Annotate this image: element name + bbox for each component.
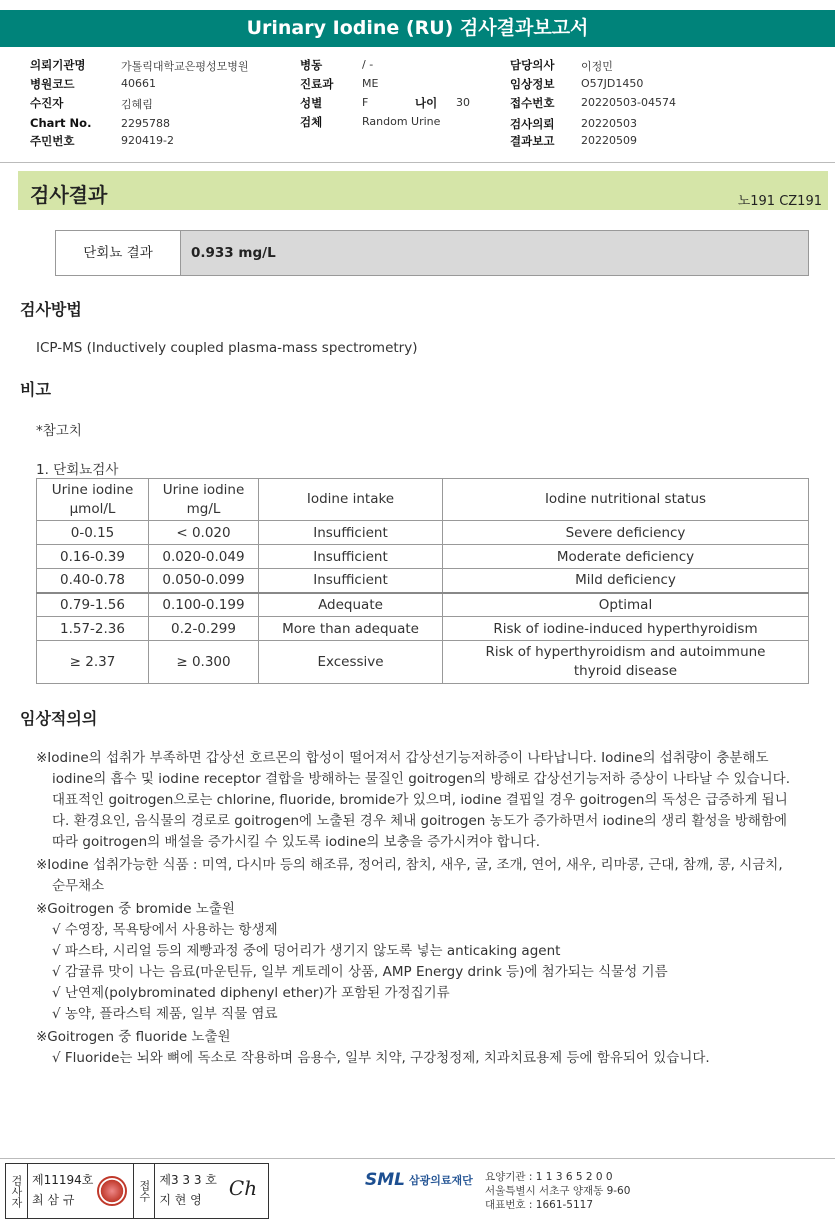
dept-label: 진료과 (300, 77, 334, 91)
table-row (37, 521, 809, 545)
lab-code: 요양기관 : 1 1 3 6 5 2 0 0 (485, 1171, 613, 1183)
cell (443, 641, 809, 684)
list-item: √ Fluoride는 뇌와 뼈에 독소로 작용하며 음용수, 일부 치약, 구강청정제, 치과치료용제 등에 함유되어 있습니다. (52, 1050, 710, 1066)
lab-street: 서울특별시 서초구 양재동 9-60 (485, 1185, 631, 1197)
cell: 0.100-0.199 (149, 593, 259, 617)
hospital-code-label: 병원코드 (30, 77, 75, 91)
col-umol-text: Urine iodine μmol/L (51, 481, 134, 517)
specimen-value: Random Urine (362, 115, 441, 128)
patient-info (0, 54, 835, 162)
institution-label: 의뢰기관명 (30, 58, 86, 72)
examiner-name: 최 삼 규 (32, 1193, 75, 1207)
cell: Insufficient (259, 521, 443, 545)
age-value: 30 (456, 96, 470, 109)
sex-value: F (362, 96, 369, 109)
list-item: √ 감귤류 맛이 나는 음료(마운틴듀, 일부 게토레이 상품, AMP Energy drink 등)에 첨가되는 식물성 기름 (52, 964, 668, 980)
report-label: 결과보고 (510, 134, 555, 148)
cell: 0.79-1.56 (37, 593, 149, 617)
cell: ≥ 0.300 (149, 641, 259, 684)
cell: Moderate deficiency (443, 545, 809, 569)
note-paragraph: ※Iodine 섭취가능한 식품 : 미역, 다시마 등의 해조류, 정어리, 참치, 새우, 굴, 조개, 연어, 새우, 리마콩, 근대, 참깨, 콩, 시금치, 순무채소 (36, 857, 783, 894)
note-paragraph: ※Goitrogen 중 bromide 노출원 (36, 901, 235, 917)
cell: 0.40-0.78 (37, 569, 149, 593)
report-value: 20220509 (581, 134, 637, 147)
cell: Adequate (259, 593, 443, 617)
clinical-label: 임상정보 (510, 77, 555, 91)
clinical-value: O57JD1450 (581, 77, 644, 90)
sml-logo (365, 1170, 473, 1190)
cell: Mild deficiency (443, 569, 809, 593)
cell: 0.2-0.299 (149, 617, 259, 641)
note-paragraph: ※Iodine의 섭취가 부족하면 갑상선 호르몬의 합성이 떨어져서 갑상선기능저하증이 나타납니다. Iodine의 섭취량이 충분해도 iodine의 흡수 및 iodine receptor 결합을 방해하는 물질인 goitrogen의 방해로 갑상선기능저하 증상이 나타날 수 있습니다. (36, 750, 791, 787)
cell: Severe deficiency (443, 521, 809, 545)
results-code: 노191 CZ191 (737, 194, 822, 209)
result-box (55, 230, 809, 276)
cell: Insufficient (259, 569, 443, 593)
results-header (18, 171, 828, 210)
examiner-license: 제11194호 (32, 1173, 94, 1187)
dept-value: ME (362, 77, 379, 90)
result-label: 단회뇨 결과 (56, 231, 181, 275)
logo-mark: SML (365, 1170, 405, 1190)
reference-table (36, 478, 809, 684)
col-mgl (149, 479, 259, 521)
resident-value: 920419-2 (121, 134, 174, 147)
cell-text: Risk of hyperthyroidism and autoimmune thyroid disease (485, 644, 766, 679)
table-caption: 1. 단회뇨검사 (36, 462, 119, 478)
cell: Risk of iodine-induced hyperthyroidism (443, 617, 809, 641)
resident-label: 주민번호 (30, 134, 75, 148)
method-heading: 검사방법 (20, 300, 82, 319)
cell: More than adequate (259, 617, 443, 641)
request-label: 검사의뢰 (510, 117, 555, 131)
ward-label: 병동 (300, 58, 323, 72)
list-item: √ 수영장, 목욕탕에서 사용하는 항생제 (52, 922, 278, 938)
list-item: √ 파스타, 시리얼 등의 제빵과정 중에 덩어리가 생기지 않도록 넣는 anticaking agent (52, 943, 561, 959)
chart-value: 2295788 (121, 117, 170, 130)
cell: ≥ 2.37 (37, 641, 149, 684)
cell: 0.020-0.049 (149, 545, 259, 569)
note-paragraph: ※Goitrogen 중 fluoride 노출원 (36, 1029, 231, 1045)
seal-stamp (97, 1176, 127, 1206)
remarks-heading: 비고 (20, 380, 51, 399)
logo-name: 삼광의료재단 (409, 1174, 473, 1187)
receipt-value: 20220503-04574 (581, 96, 676, 109)
collector-label: 수진자 (30, 96, 64, 110)
ward-value: / - (362, 58, 374, 71)
cell: Optimal (443, 593, 809, 617)
examiner-label (6, 1164, 28, 1218)
receipt-label: 접수번호 (510, 96, 555, 110)
cell: 0.16-0.39 (37, 545, 149, 569)
doctor-label: 담당의사 (510, 58, 555, 72)
reference-note: *참고치 (36, 423, 82, 439)
list-item: √ 농약, 플라스틱 제품, 일부 직물 염료 (52, 1006, 278, 1022)
sex-label: 성별 (300, 96, 323, 110)
table-row (37, 641, 809, 684)
list-item: √ 난연제(polybrominated diphenyl ether)가 포함된 가정집기류 (52, 985, 450, 1001)
cell: 0.050-0.099 (149, 569, 259, 593)
request-value: 20220503 (581, 117, 637, 130)
col-umol (37, 479, 149, 521)
receiver-label (133, 1164, 155, 1218)
report-title: Urinary Iodine (RU) 검사결과보고서 (0, 10, 835, 47)
footer-divider (0, 1158, 835, 1159)
examiner-cell (28, 1164, 97, 1218)
method-text: ICP-MS (Inductively coupled plasma-mass spectrometry) (36, 340, 418, 356)
age-label: 나이 (415, 96, 438, 110)
note-paragraph: 대표적인 goitrogen으로는 chlorine, fluoride, bromide가 있으며, iodine 결핍일 경우 goitrogen의 독성은 급증하게 됩니다. 환경요인, 음식물의 경로로 goitrogen에 노출된 경우 체내 goitrogen 농도가 증가하면서 iodine의 생리 활성을 방해함에 따라 goitrogen의 배설을 증가시킬 수 있도록 iodine의 보충을 증가시켜야 합니다. (52, 792, 788, 850)
signature-mark: Ch (228, 1176, 258, 1200)
col-intake: Iodine intake (259, 479, 443, 521)
table-row (37, 593, 809, 617)
receiver-label-text: 접수 (137, 1180, 151, 1202)
divider (0, 162, 835, 163)
cell: Insufficient (259, 545, 443, 569)
receiver-name: 지 현 영 (159, 1193, 202, 1207)
specimen-label: 검체 (300, 115, 323, 129)
receiver-license: 제3 3 3 호 (159, 1173, 217, 1187)
cell: 1.57-2.36 (37, 617, 149, 641)
results-heading: 검사결과 (30, 183, 108, 207)
table-row (37, 569, 809, 593)
result-value: 0.933 mg/L (181, 231, 808, 275)
examiner-label-text: 검사자 (10, 1174, 23, 1208)
institution-value: 가톨릭대학교은평성모병원 (121, 60, 249, 73)
cell: < 0.020 (149, 521, 259, 545)
table-header-row (37, 479, 809, 521)
chart-label: Chart No. (30, 116, 92, 130)
table-row (37, 545, 809, 569)
lab-address (485, 1170, 630, 1212)
lab-phone: 대표번호 : 1661-5117 (485, 1199, 594, 1211)
cell: Excessive (259, 641, 443, 684)
col-status: Iodine nutritional status (443, 479, 809, 521)
col-mgl-text: Urine iodine mg/L (162, 481, 245, 517)
receiver-cell (155, 1164, 221, 1218)
signature-box (5, 1163, 269, 1219)
clinical-notes (36, 748, 796, 1069)
doctor-value: 이정민 (581, 60, 613, 73)
clinical-heading: 임상적의의 (20, 709, 98, 728)
hospital-code-value: 40661 (121, 77, 156, 90)
cell: 0-0.15 (37, 521, 149, 545)
collector-value: 김혜림 (121, 98, 153, 111)
table-row (37, 617, 809, 641)
